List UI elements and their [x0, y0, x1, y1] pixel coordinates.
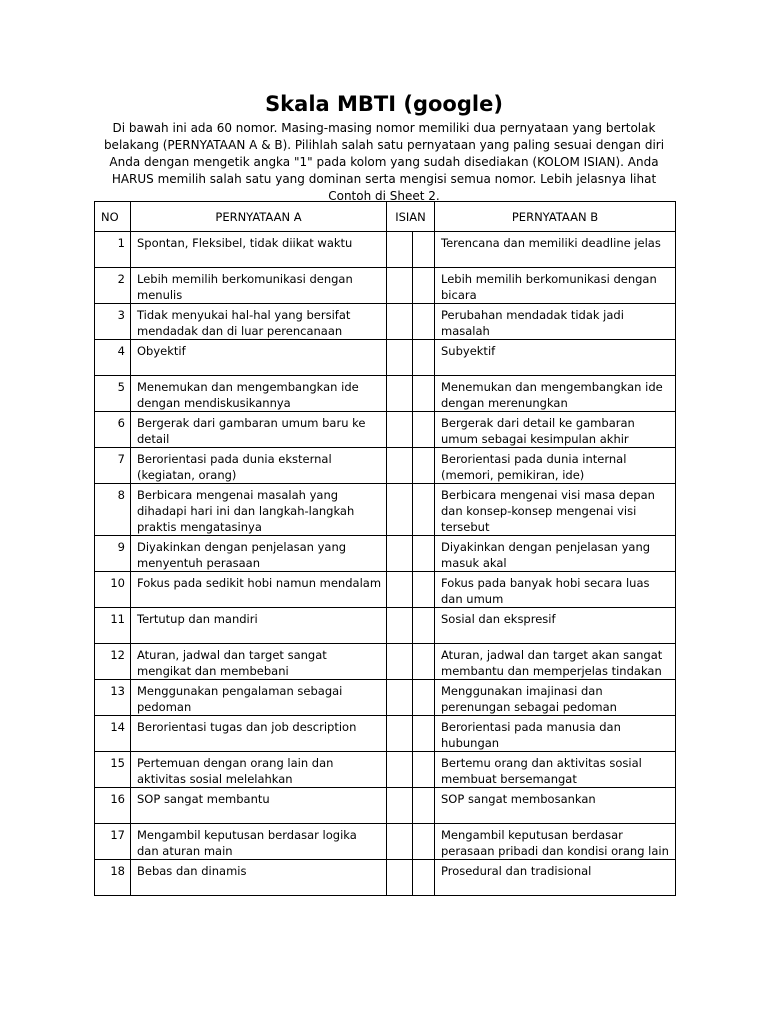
statement-b: Menemukan dan mengembangkan ide dengan merenungkan: [435, 376, 676, 412]
isian-a-cell[interactable]: [387, 716, 413, 752]
statement-b: Terencana dan memiliki deadline jelas: [435, 232, 676, 268]
isian-b-cell[interactable]: [413, 268, 435, 304]
table-row: [95, 412, 676, 448]
isian-b-cell[interactable]: [413, 752, 435, 788]
isian-b-cell[interactable]: [413, 412, 435, 448]
isian-b-cell[interactable]: [413, 376, 435, 412]
isian-b-cell[interactable]: [413, 824, 435, 860]
table-row: [95, 608, 676, 644]
isian-b-cell[interactable]: [413, 644, 435, 680]
isian-b-cell[interactable]: [413, 232, 435, 268]
isian-a-cell[interactable]: [387, 788, 413, 824]
table-row: [95, 860, 676, 896]
isian-a-cell[interactable]: [387, 860, 413, 896]
isian-a-cell[interactable]: [387, 680, 413, 716]
instructions-paragraph: Di bawah ini ada 60 nomor. Masing-masing nomor memiliki dua pernyataan yang bertolak belakang (PERNYATAAN A & B). Pilihlah salah satu pernyataan yang paling sesuai dengan diri Anda dengan mengetik angka "1" pada kolom yang sudah disediakan (KOLOM ISIAN). Anda HARUS memilih salah satu yang dominan serta mengisi semua nomor. Lebih jelasnya lihat Contoh di Sheet 2.: [103, 121, 665, 203]
row-number: 18: [95, 860, 131, 896]
statement-a: Berorientasi pada dunia eksternal (kegiatan, orang): [131, 448, 387, 484]
mbti-questionnaire-table: [94, 201, 676, 896]
isian-b-cell[interactable]: [413, 608, 435, 644]
row-number: 6: [95, 412, 131, 448]
table-row: [95, 340, 676, 376]
row-number: 8: [95, 484, 131, 536]
row-number: 12: [95, 644, 131, 680]
row-number: 4: [95, 340, 131, 376]
isian-a-cell[interactable]: [387, 268, 413, 304]
statement-b: SOP sangat membosankan: [435, 788, 676, 824]
row-number: 2: [95, 268, 131, 304]
statement-a: Lebih memilih berkomunikasi dengan menulis: [131, 268, 387, 304]
statement-a: Obyektif: [131, 340, 387, 376]
statement-a: Pertemuan dengan orang lain dan aktivitas sosial melelahkan: [131, 752, 387, 788]
isian-a-cell[interactable]: [387, 644, 413, 680]
isian-b-cell[interactable]: [413, 536, 435, 572]
statement-b: Berorientasi pada dunia internal (memori, pemikiran, ide): [435, 448, 676, 484]
row-number: 3: [95, 304, 131, 340]
row-number: 9: [95, 536, 131, 572]
statement-a: Mengambil keputusan berdasar logika dan aturan main: [131, 824, 387, 860]
row-number: 11: [95, 608, 131, 644]
table-row: [95, 268, 676, 304]
statement-a: Fokus pada sedikit hobi namun mendalam: [131, 572, 387, 608]
table-row: [95, 536, 676, 572]
row-number: 13: [95, 680, 131, 716]
statement-b: Subyektif: [435, 340, 676, 376]
header-isian: ISIAN: [387, 202, 435, 232]
isian-a-cell[interactable]: [387, 752, 413, 788]
table-row: [95, 644, 676, 680]
row-number: 10: [95, 572, 131, 608]
isian-b-cell[interactable]: [413, 340, 435, 376]
table-row: [95, 448, 676, 484]
statement-b: Sosial dan ekspresif: [435, 608, 676, 644]
table-row: [95, 484, 676, 536]
isian-b-cell[interactable]: [413, 484, 435, 536]
table-row: [95, 304, 676, 340]
statement-a: Menemukan dan mengembangkan ide dengan mendiskusikannya: [131, 376, 387, 412]
isian-a-cell[interactable]: [387, 824, 413, 860]
statement-a: Spontan, Fleksibel, tidak diikat waktu: [131, 232, 387, 268]
table-row: [95, 716, 676, 752]
header-pernyataan-a: PERNYATAAN A: [131, 202, 387, 232]
isian-a-cell[interactable]: [387, 448, 413, 484]
document-title: Skala MBTI (google): [265, 92, 503, 116]
isian-a-cell[interactable]: [387, 536, 413, 572]
table-row: [95, 232, 676, 268]
row-number: 1: [95, 232, 131, 268]
row-number: 14: [95, 716, 131, 752]
table-row: [95, 680, 676, 716]
statement-b: Bertemu orang dan aktivitas sosial membuat bersemangat: [435, 752, 676, 788]
statement-a: Bebas dan dinamis: [131, 860, 387, 896]
statement-b: Bergerak dari detail ke gambaran umum sebagai kesimpulan akhir: [435, 412, 676, 448]
isian-a-cell[interactable]: [387, 376, 413, 412]
isian-b-cell[interactable]: [413, 716, 435, 752]
isian-a-cell[interactable]: [387, 232, 413, 268]
header-no: NO: [95, 202, 131, 232]
row-number: 16: [95, 788, 131, 824]
table-row: [95, 752, 676, 788]
table-row: [95, 376, 676, 412]
statement-a: Tidak menyukai hal-hal yang bersifat mendadak dan di luar perencanaan: [131, 304, 387, 340]
isian-a-cell[interactable]: [387, 484, 413, 536]
statement-b: Fokus pada banyak hobi secara luas dan umum: [435, 572, 676, 608]
header-pernyataan-b: PERNYATAAN B: [435, 202, 676, 232]
statement-a: Menggunakan pengalaman sebagai pedoman: [131, 680, 387, 716]
statement-a: SOP sangat membantu: [131, 788, 387, 824]
statement-b: Lebih memilih berkomunikasi dengan bicara: [435, 268, 676, 304]
statement-b: Diyakinkan dengan penjelasan yang masuk akal: [435, 536, 676, 572]
table-header-row: [95, 202, 676, 232]
statement-b: Menggunakan imajinasi dan perenungan sebagai pedoman: [435, 680, 676, 716]
isian-a-cell[interactable]: [387, 572, 413, 608]
table-row: [95, 788, 676, 824]
isian-a-cell[interactable]: [387, 340, 413, 376]
isian-a-cell[interactable]: [387, 304, 413, 340]
statement-a: Bergerak dari gambaran umum baru ke detail: [131, 412, 387, 448]
statement-b: Perubahan mendadak tidak jadi masalah: [435, 304, 676, 340]
row-number: 7: [95, 448, 131, 484]
statement-a: Berbicara mengenai masalah yang dihadapi hari ini dan langkah-langkah praktis mengatasinya: [131, 484, 387, 536]
statement-a: Berorientasi tugas dan job description: [131, 716, 387, 752]
statement-b: Prosedural dan tradisional: [435, 860, 676, 896]
isian-a-cell[interactable]: [387, 608, 413, 644]
isian-a-cell[interactable]: [387, 412, 413, 448]
isian-b-cell[interactable]: [413, 860, 435, 896]
table-row: [95, 572, 676, 608]
isian-b-cell[interactable]: [413, 572, 435, 608]
isian-b-cell[interactable]: [413, 680, 435, 716]
statement-b: Berorientasi pada manusia dan hubungan: [435, 716, 676, 752]
statement-b: Berbicara mengenai visi masa depan dan konsep-konsep mengenai visi tersebut: [435, 484, 676, 536]
statement-a: Diyakinkan dengan penjelasan yang menyentuh perasaan: [131, 536, 387, 572]
statement-a: Aturan, jadwal dan target sangat mengikat dan membebani: [131, 644, 387, 680]
statement-a: Tertutup dan mandiri: [131, 608, 387, 644]
isian-b-cell[interactable]: [413, 304, 435, 340]
isian-b-cell[interactable]: [413, 788, 435, 824]
table-row: [95, 824, 676, 860]
isian-b-cell[interactable]: [413, 448, 435, 484]
row-number: 17: [95, 824, 131, 860]
row-number: 15: [95, 752, 131, 788]
row-number: 5: [95, 376, 131, 412]
statement-b: Mengambil keputusan berdasar perasaan pribadi dan kondisi orang lain: [435, 824, 676, 860]
statement-b: Aturan, jadwal dan target akan sangat membantu dan memperjelas tindakan: [435, 644, 676, 680]
